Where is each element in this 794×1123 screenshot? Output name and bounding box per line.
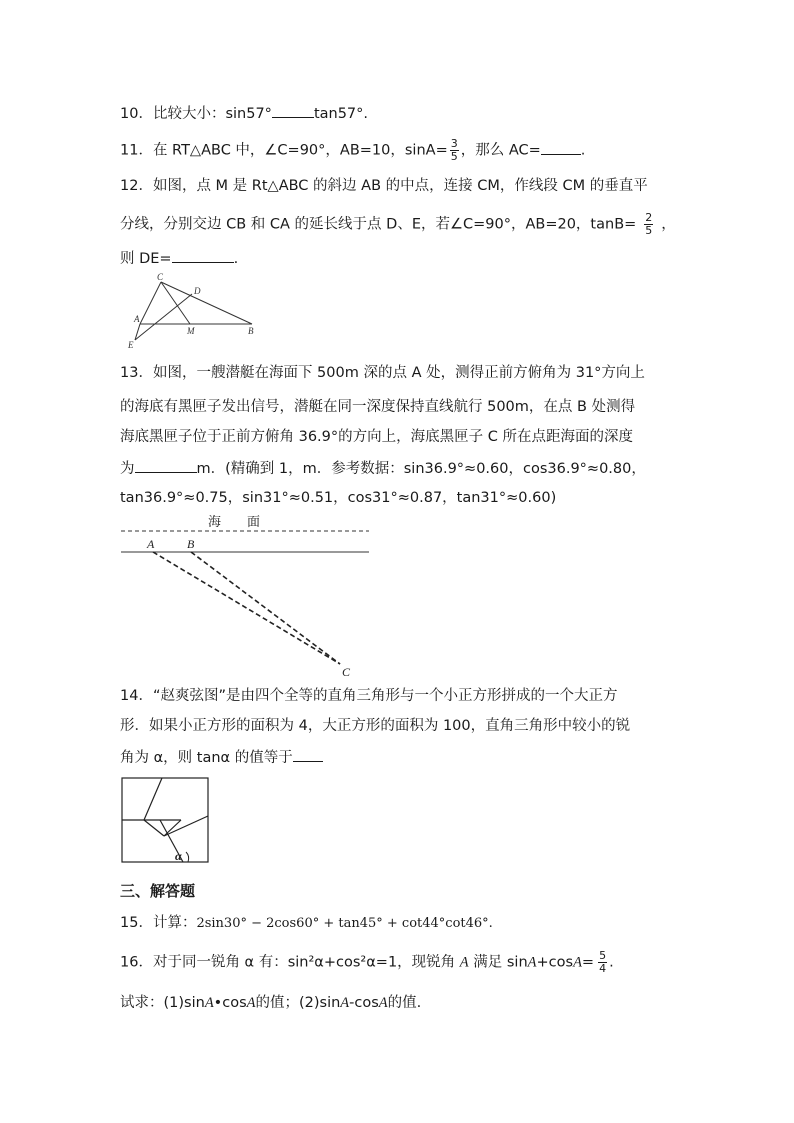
label-m: M [187,326,195,336]
q12-figure [126,272,266,354]
angle-arc [186,852,189,862]
q10-answer-blank[interactable] [272,103,314,118]
q12-fraction: $\frac{2}{5}$ [645,211,653,237]
q13-line4: 为 m．(精确到 1，m．参考数据：sin36.9°≈0.60，cos36.9°≈0.80， [120,458,646,479]
q14-line3: 角为 α，则 tanα 的值等于 [120,747,323,768]
q13-figure [115,510,375,682]
q16-fraction: $\frac{5}{4}$ [599,949,607,975]
segment-cb [161,282,252,324]
label-d: D [194,286,201,296]
section-title-solutions: 三、解答题 [120,882,196,900]
sea-surface-label: 海 面 [208,515,261,530]
sight-line-ac [153,552,340,664]
q12-answer-blank[interactable] [172,248,234,263]
triangle-3-leg [164,816,208,836]
q11-text: 11．在 RT△ABC 中，∠C=90°，AB=10，sinA= [120,142,448,159]
q14-zhao-shuang-figure [120,776,210,864]
q12-line3: 则 DE= . [120,248,238,269]
q12-line2: 分线，分别交边 CB 和 CA 的延长线于点 D、E，若∠C=90°，AB=20，tanB= $\frac{2}{5}$ ， [120,211,676,237]
q13-line1: 13．如图，一艘潜艇在海面下 500m 深的点 A 处，测得正前方俯角为 31°方向上 [120,365,645,381]
label-b: B [187,537,195,551]
q11-answer-blank[interactable] [541,140,581,155]
label-e: E [128,340,134,350]
question-16-line1: 16．对于同一锐角 α 有：sin²α+cos²α=1，现锐角 A 满足 sinA+cosA= $\frac{5}{4}$ . [120,949,614,975]
q11-fraction: $\frac{3}{5}$ [450,137,458,163]
q14-answer-blank[interactable] [293,747,323,762]
question-16-line2: 试求：(1)sinA•cosA的值；(2)sinA-cosA的值. [120,995,422,1011]
q13-line3: 海底黑匣子位于正前方俯角 36.9°的方向上，海底黑匣子 C 所在点距海面的深度 [120,429,633,445]
q13-line2: 的海底有黑匣子发出信号，潜艇在同一深度保持直线航行 500m，在点 B 处测得 [120,399,636,415]
q15-expression: 2sin30° − 2cos60° + tan45° + cot44°cot46°. [196,916,493,931]
label-b: B [248,326,254,336]
alpha-label: α [175,849,182,863]
q13-answer-blank[interactable] [135,458,197,473]
q14-line1: 14．“赵爽弦图”是由四个全等的直角三角形与一个小正方形拼成的一个大正方 [120,688,618,704]
label-a: A [134,314,140,324]
q11-after: ，那么 AC= [460,142,541,159]
label-a: A [147,537,155,551]
sight-line-bc [191,552,340,664]
q10-text: 10．比较大小：sin57° [120,106,272,122]
q10-after: tan57°. [313,106,369,122]
question-11: 11．在 RT△ABC 中，∠C=90°，AB=10，sinA= $\frac{3}{5}$ ，那么 AC= . [120,137,586,163]
q13-line5: tan36.9°≈0.75，sin31°≈0.51，cos31°≈0.87，tan31°≈0.60) [120,490,557,506]
triangle-1-leg [144,778,162,820]
q12-line1: 12．如图，点 M 是 Rt△ABC 的斜边 AB 的中点，连接 CM，作线段 CM 的垂直平 [120,178,648,194]
question-15: 15．计算：2sin30° − 2cos60° + tan45° + cot44°cot46°. [120,915,493,931]
label-c: C [157,272,164,282]
question-10 [120,103,368,124]
q14-line2: 形．如果小正方形的面积为 4，大正方形的面积为 100，直角三角形中较小的锐 [120,718,631,734]
segment-ca [140,282,161,324]
label-c: C [342,665,351,679]
small-square-edge-2 [164,820,181,836]
